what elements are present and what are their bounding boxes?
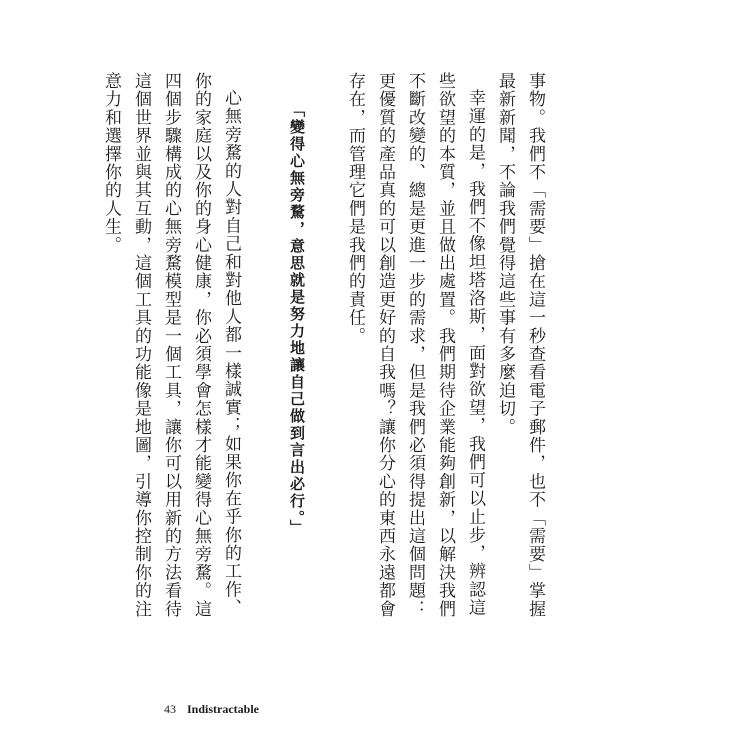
page-footer [164,702,259,717]
paragraph-tantalus: 幸運的是，我們不像坦塔洛斯，面對欲望，我們可以止步，辨認這些欲望的本質，並且做出處置。我們期待企業能夠創新，以解決我們不斷改變的、總是更進一步的需求，但是我們必須得提出這個問題：更優質的產品真的可以創造更好的自我嗎？讓你分心的東西永遠都會存在，而管理它們是我們的責任。 [345,72,485,618]
running-title: Indistractable [187,702,259,716]
pull-quote: 「變得心無旁騖，意思就是努力地讓自己做到言出必行。」 [288,102,306,537]
paragraph-indistractable-model: 心無旁騖的人對自己和對他人都一樣誠實；如果你在乎你的工作、你的家庭以及你的身心健康，你必須學會怎樣才能變得心無旁騖。這四個步驟構成的心無旁騖模型是一個工具，讓你可以用新的方法看待這個世界並與其互動，這個工具的功能像是地圖，引導你控制你的注意力和選擇你的人生。 [101,72,241,618]
page-number: 43 [164,702,176,716]
paragraph-continuation: 事物。我們不「需要」搶在這一秒查看電子郵件，也不「需要」掌握最新新聞，不論我們覺得這些事有多麼迫切。 [495,72,545,618]
vertical-text-body [96,72,550,632]
